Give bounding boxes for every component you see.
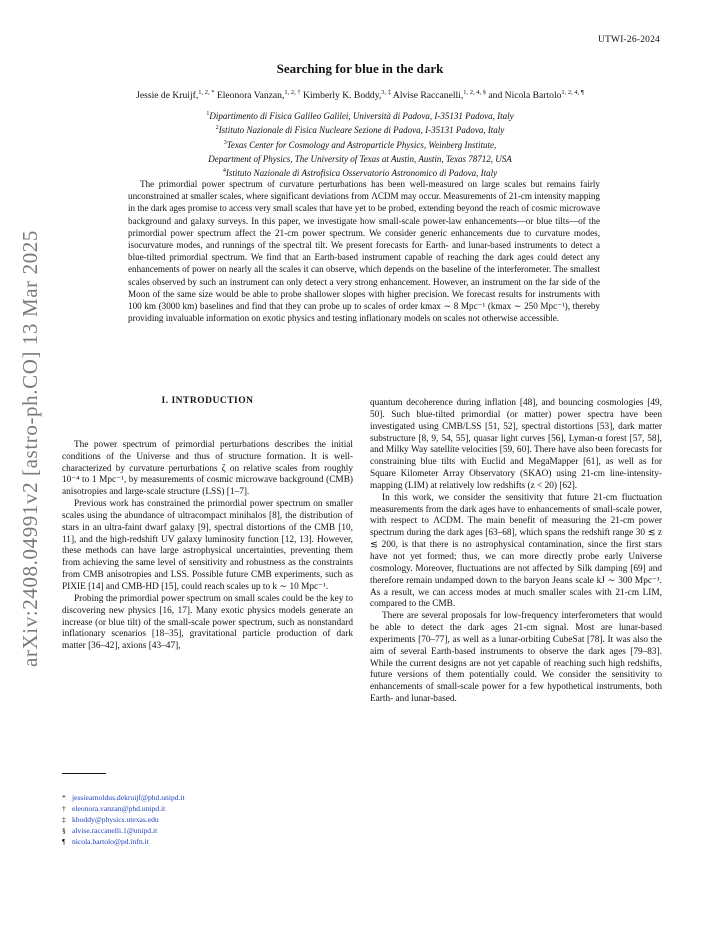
author: Alvise Raccanelli,$^{1, 2, 4, \S}$ [392,89,486,102]
affiliation: $^1$Dipartimento di Fisica Galileo Galilei, Università di Padova, I-35131 Padova, Italy [206,111,514,121]
author-list [40,89,680,101]
footnote: ¶ nicola.bartolo@pd.infn.it [62,837,149,846]
footnote: ‡ kboddy@physics.utexas.edu [62,815,159,824]
affiliation: $^4$Istituto Nazionale di Astrofisica Osservatorio Astronomico di Padova, Italy [222,168,498,179]
body-paragraph: Probing the primordial power spectrum on small scales could be the key to discovering new physics [16, 17]. Many exotic physics models generate an increase (or blue tilt) of the small-scale power spectrum, such as nonstandard inflationary scenarios [18–35], gravitational particle production of dark matter [36–42], axions [43–47], [62,593,353,652]
paper-title: Searching for blue in the dark [276,61,444,76]
email-link[interactable]: jessiearnoldus.dekruijf@phd.unipd.it [72,793,185,802]
email-link[interactable]: alvise.raccanelli.1@unipd.it [72,826,158,835]
arxiv-id: arXiv:2408.04991v2 [astro-ph.CO] 13 Mar 2025 [17,229,42,668]
author: Eleonora Vanzan,$^{1, 2, \dagger}$ [216,89,301,102]
footnote: † eleonora.vanzan@phd.unipd.it [62,804,166,813]
arxiv-watermark [8,226,52,671]
author: and Nicola Bartolo$^{1, 2, 4, \P}$ [488,89,584,102]
body-paragraph: quantum decoherence during inflation [48], and bouncing cosmologies [49, 50]. Such blue-tilted primordial (or matter) power spectra have been investigated using CMB/LSS [51, 52], spectral distortions [53], dark matter substructure [8, 9, 54, 55], quasar light curves [56], Lyman-α forest [57, 58], and Milky Way satellite velocities [59, 60]. There have also been forecasts for constraining blue tilts with Euclid and MegaMapper [61], as well as for Square Kilometer Array Observatory (SKAO) using 21-cm line-intensity-mapping (LIM) at relatively low redshifts (z < 20) [62]. [370,398,662,491]
left-column [62,396,353,653]
email-link[interactable]: eleonora.vanzan@phd.unipd.it [72,804,166,813]
report-number: UTWI-26-2024 [597,35,660,45]
section-heading: I. INTRODUCTION [161,396,254,406]
footnotes [62,792,352,847]
footnote-divider [62,773,106,774]
right-column [370,398,662,706]
author: Kimberly K. Boddy,$^{3, \ddagger}$ [303,89,392,102]
email-link[interactable]: kboddy@physics.utexas.edu [72,815,159,824]
body-paragraph: The power spectrum of primordial perturbations describes the initial conditions of the Universe and thus of structure formation. It is well-characterized by curvature perturbations ζ on relative scales from roughly 10⁻⁴ to 1 Mpc⁻¹, by measurements of cosmic microwave background (CMB) anisotropies and large-scale structure (LSS) [1–7]. [62,439,353,498]
body-paragraph: In this work, we consider the sensitivity that future 21-cm fluctuation measurements from the dark ages have to enhancements of small-scale power, with respect to ΛCDM. The main benefit of measuring the 21-cm power spectrum during the dark ages [63–68], which spans the redshift range 30 ≲ z ≲ 200, is that there is no astrophysical contamination, since the first stars have not yet formed; thus, we can more directly probe early Universe cosmology. Moreover, fluctuations are not affected by Silk damping [69] and therefore remain undamped down to the baryon Jeans scale kJ ∼ 300 Mpc⁻¹. As a result, we can access modes at much smaller scales with 21-cm LIM, compared to the CMB. [370,492,662,610]
body-paragraph: There are several proposals for low-frequency interferometers that would be able to detect the dark ages 21-cm signal. Most are lunar-based experiments [70–77], as well as a lunar-orbiting CubeSat [78]. It was also the aim of several Earth-based instruments to observe the dark ages [79–83]. While the current designs are not yet capable of reaching such high redshifts, future versions of them potentially could. We consider the sensitivity to enhancements of small-scale power for a few hypothetical instruments, both Earth- and lunar-based. [370,611,662,705]
affiliation-list [80,108,640,179]
author: Jessie de Kruijf,$^{1, 2, *}$ [136,89,215,102]
affiliation: Department of Physics, The University of Texas at Austin, Austin, Texas 78712, USA [208,153,512,164]
body-paragraph: Previous work has constrained the primordial power spectrum on smaller scales using the abundance of ultracompact minihalos [8], the distribution of stars in an ultra-faint dwarf galaxy [9], spectral distortions of the CMB [10, 11], and the high-redshift UV galaxy luminosity function [12, 13]. However, these methods can have large astrophysical uncertainties, preventing them from achieving the same level of sensitivity and robustness as the constraints from CMB anisotropies and LSS. Possible future CMB experiments, such as PIXIE [14] and CMB-HD [15], could reach scales up to k ∼ 10 Mpc⁻¹. [62,499,353,592]
affiliation: $^3$Texas Center for Cosmology and Astroparticle Physics, Weinberg Institute, [223,139,497,150]
abstract: The primordial power spectrum of curvature perturbations has been well-measured on large scales but remains fairly unconstrained at smaller scales, where significant deviations from ΛCDM may occur. Measurements of 21-cm intensity mapping in the dark ages promise to access very small scales that have yet to be probed, extending beyond the reach of cosmic microwave background and galaxy surveys. In this paper, we investigate how small-scale power-law enhancements—or blue tilts—of the primordial power spectrum affect the 21-cm power spectrum. We consider generic enhancements due to curvature modes, isocurvature modes, and runnings of the spectral tilt. We present forecasts for Earth- and lunar-based instruments to detect a blue-tilted primordial spectrum. We find that an Earth-based instrument capable of reaching the dark ages could detect any enhancements of power on nearly all the scales it can observe, which depends on the baseline of the interferometer. The smallest scales observed by such an instrument can only detect a very strong enhancement. However, an instrument on the far side of the Moon of the same size would be able to probe shallower slopes with higher precision. We forecast results for instruments with 100 km (3000 km) baselines and find that they can probe up to scales of order kmax ∼ 8 Mpc⁻¹ (kmax ∼ 250 Mpc⁻¹), thereby providing invaluable information on exotic physics and testing inflationary models on scales not otherwise accessible. [128,179,600,324]
footnote: * jessiearnoldus.dekruijf@phd.unipd.it [62,793,185,802]
email-link[interactable]: nicola.bartolo@pd.infn.it [72,837,149,846]
affiliation: $^2$Istituto Nazionale di Fisica Nucleare Sezione di Padova, I-35131 Padova, Italy [215,125,505,136]
footnote: § alvise.raccanelli.1@unipd.it [62,826,158,835]
